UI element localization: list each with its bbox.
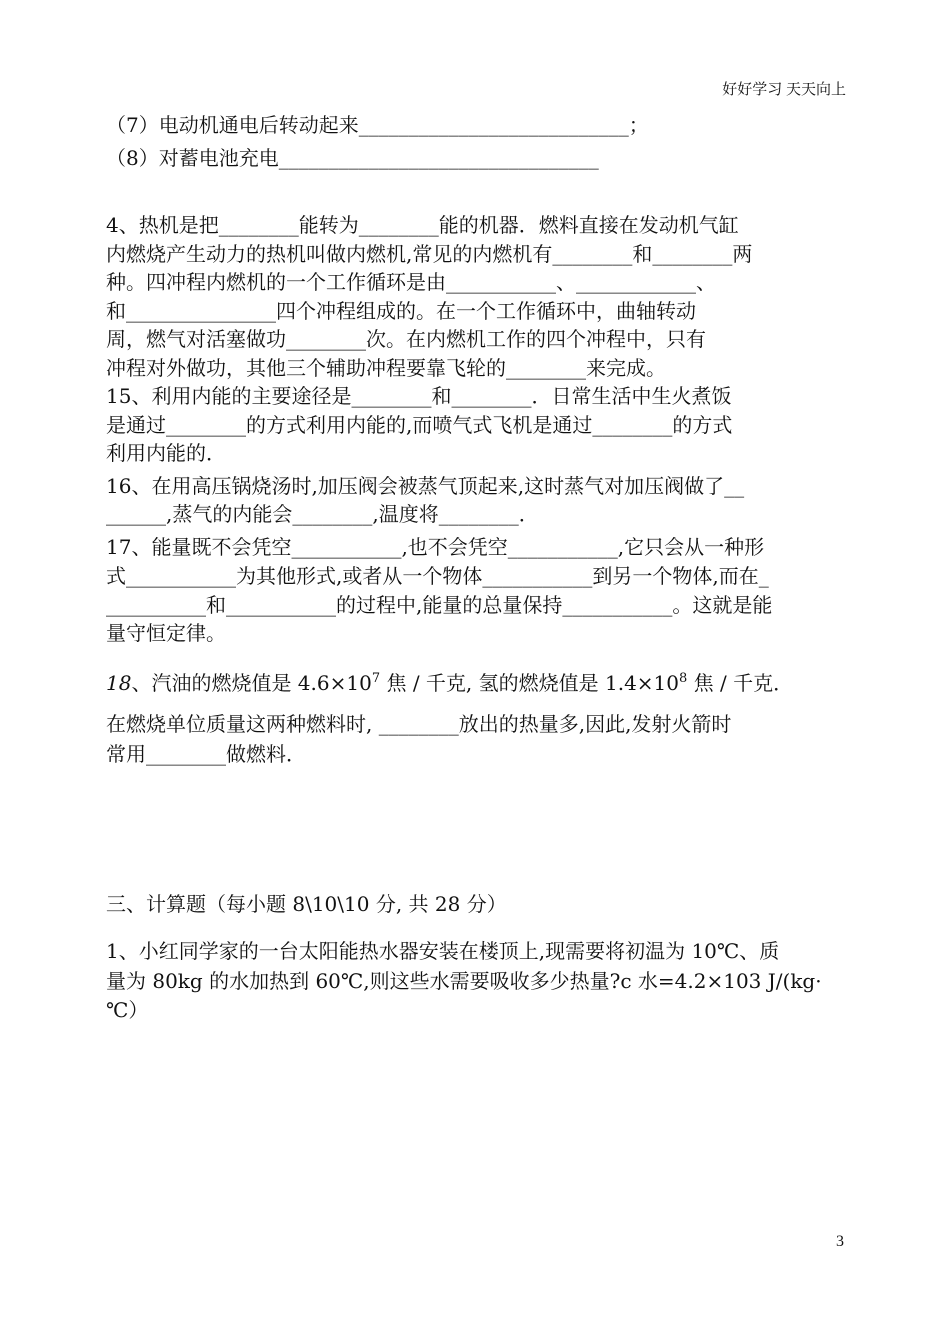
problem-1-line-3: ℃） [106,998,149,1022]
q18-text-c: 焦 / 千克． [687,671,794,695]
q17-line-4: 量守恒定律。 [106,621,226,645]
q15-line-1: 15、利用内能的主要途径是________和________．日常生活中生火煮饭 [106,384,732,408]
page-number: 3 [836,1233,844,1250]
q17-line-3: __________和___________的过程中,能量的总量保持___________。这就是能 [106,593,773,617]
problem-1-line-2: 量为 80kg 的水加热到 60℃,则这些水需要吸收多少热量?c 水=4.2×103 J/(kg· [106,969,822,993]
section-3-title: 三、计算题（每小题 8\10\10 分, 共 28 分） [106,892,507,916]
q17-line-2: 式___________为其他形式,或者从一个物体___________到另一个物体,而在_ [106,564,769,588]
q4-line-6: 冲程对外做功，其他三个辅助冲程要靠飞轮的________来完成。 [106,356,666,380]
q18-line-1 [106,669,793,697]
q18-text-a: 、汽油的燃烧值是 4.6×10 [131,671,372,695]
q4-line-3: 种。四冲程内燃机的一个工作循环是由___________、____________、 [106,270,716,294]
q18-exponent-2: 8 [679,671,688,686]
q18-line-3: 常用________做燃料． [106,742,306,766]
q4-line-5: 周，燃气对活塞做功________次。在内燃机工作的四个冲程中，只有 [106,327,706,351]
q4-line-4: 和_______________四个冲程组成的。在一个工作循环中，曲轴转动 [106,299,696,323]
question-8: （8）对蓄电池充电________________________________ [106,146,599,170]
q4-line-2: 内燃烧产生动力的热机叫做内燃机,常见的内燃机有________和________两 [106,242,753,266]
q18-exponent-1: 7 [371,671,381,686]
problem-1-line-1: 1、小红同学家的一台太阳能热水器安装在楼顶上,现需要将初温为 10℃、质 [106,939,780,963]
q15-line-3: 利用内能的． [106,441,226,465]
q18-text-b: 焦 / 千克, 氢的燃烧值是 1.4×10 [380,671,680,695]
q4-line-1: 4、热机是把________能转为________能的机器．燃料直接在发动机气缸 [106,213,739,237]
question-7: （7）电动机通电后转动起来___________________________； [106,113,649,137]
header-motto: 好好学习 天天向上 [722,82,846,98]
q15-line-2: 是通过________的方式利用内能的,而喷气式飞机是通过________的方式 [106,413,733,437]
q18-line-2: 在燃烧单位质量这两种燃料时, ________放出的热量多,因此,发射火箭时 [106,712,732,736]
q16-line-2: ______,蒸气的内能会________,温度将________． [106,502,539,526]
q16-line-1: 16、在用高压锅烧汤时,加压阀会被蒸气顶起来,这时蒸气对加压阀做了__ [106,474,745,498]
q17-line-1: 17、能量既不会凭空___________,也不会凭空___________,它只会从一种形 [106,535,765,559]
q18-number: 18 [106,671,132,695]
